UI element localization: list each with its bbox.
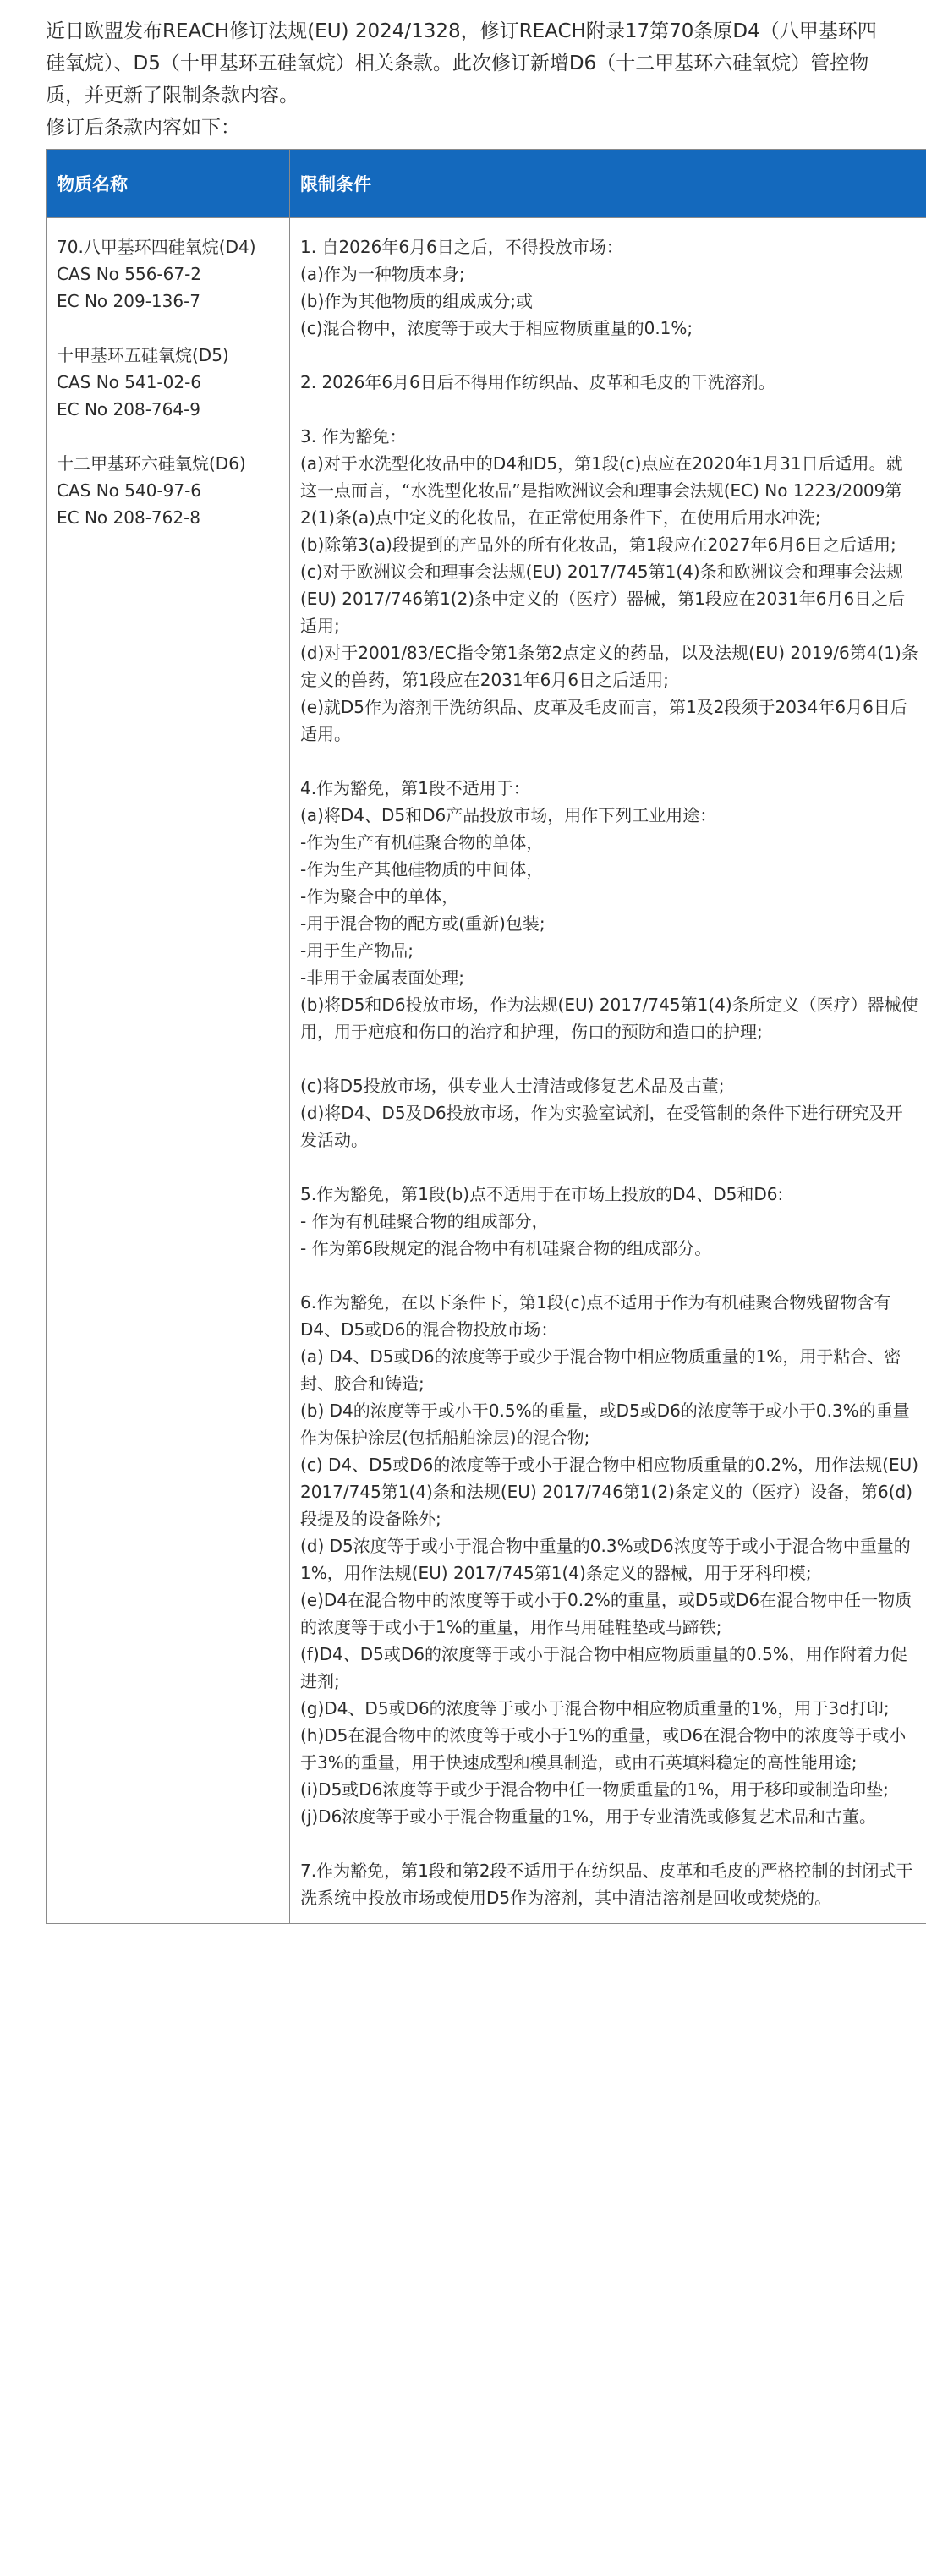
substance-line: EC No 208-764-9 [57, 399, 201, 419]
condition-line: (e)就D5作为溶剂干洗纺织品、皮革及毛皮而言，第1及2段须于2034年6月6日后适用。 [300, 697, 907, 744]
condition-line: 6.作为豁免，在以下条件下，第1段(c)点不适用于作为有机硅聚合物残留物含有D4、D5或D6的混合物投放市场： [300, 1292, 891, 1340]
substance-line: CAS No 540-97-6 [57, 480, 202, 501]
condition-line: -作为聚合中的单体， [300, 886, 459, 907]
condition-line: (c)对于欧洲议会和理事会法规(EU) 2017/745第1(4)条和欧洲议会和理事会法规(EU) 2017/746第1(2)条中定义的（医疗）器械，第1段应在2031年6月6日之后适用; [300, 562, 906, 636]
substance-cell [47, 218, 290, 1924]
conditions-cell [290, 218, 926, 1924]
condition-line: (c)混合物中，浓度等于或大于相应物质重量的0.1%; [300, 318, 693, 338]
table-row [47, 218, 926, 1924]
condition-line: -用于生产物品; [300, 940, 414, 961]
intro-lead: 修订后条款内容如下： [46, 117, 240, 139]
substance-line: CAS No 541-02-6 [57, 372, 202, 392]
condition-line: (b) D4的浓度等于或小于0.5%的重量，或D5或D6的浓度等于或小于0.3%的重量作为保护涂层(包括船舶涂层)的混合物; [300, 1400, 910, 1448]
condition-line: 1. 自2026年6月6日之后，不得投放市场： [300, 237, 623, 257]
substance-line: EC No 208-762-8 [57, 507, 201, 528]
condition-line: 4.作为豁免，第1段不适用于： [300, 778, 530, 798]
condition-line: (a)将D4、D5和D6产品投放市场，用作下列工业用途： [300, 805, 717, 825]
condition-line: (b)作为其他物质的组成成分;或 [300, 291, 534, 311]
condition-line: -作为生产其他硅物质的中间体， [300, 859, 544, 880]
condition-line: (a) D4、D5或D6的浓度等于或少于混合物中相应物质重量的1%，用于粘合、密封、胶合和铸造; [300, 1346, 901, 1394]
condition-line: (c)将D5投放市场，供专业人士清洁或修复艺术品及古董; [300, 1076, 725, 1096]
substance-line: CAS No 556-67-2 [57, 264, 202, 284]
substance-line: 70.八甲基环四硅氧烷(D4) [57, 237, 256, 257]
condition-line: 5.作为豁免，第1段(b)点不适用于在市场上投放的D4、D5和D6: [300, 1184, 784, 1204]
condition-line: (f)D4、D5或D6的浓度等于或小于混合物中相应物质重量的0.5%，用作附着力促进剂; [300, 1644, 907, 1691]
substance-entry [57, 450, 279, 531]
table-header-row [47, 150, 926, 218]
condition-line: (j)D6浓度等于或小于混合物重量的1%，用于专业清洗或修复艺术品和古董。 [300, 1806, 877, 1827]
substance-line: 十甲基环五硅氧烷(D5) [57, 345, 229, 365]
condition-line: - 作为有机硅聚合物的组成部分， [300, 1211, 549, 1231]
condition-line: (d)对于2001/83/EC指令第1条第2点定义的药品，以及法规(EU) 2019/6第4(1)条定义的兽药，第1段应在2031年6月6日之后适用; [300, 643, 918, 690]
header-substance-name: 物质名称 [47, 150, 290, 218]
condition-line: -用于混合物的配方或(重新)包装; [300, 913, 545, 934]
condition-line: (b)除第3(a)段提到的产品外的所有化妆品，第1段应在2027年6月6日之后适用; [300, 534, 896, 555]
condition-line: (d) D5浓度等于或小于混合物中重量的0.3%或D6浓度等于或小于混合物中重量的1%，用作法规(EU) 2017/745第1(4)条定义的器械，用于牙科印模; [300, 1536, 911, 1583]
restriction-table [46, 149, 926, 1924]
substance-line: 十二甲基环六硅氧烷(D6) [57, 453, 246, 474]
intro-section [46, 15, 887, 144]
header-restriction-conditions: 限制条件 [290, 150, 926, 218]
condition-line: (g)D4、D5或D6的浓度等于或小于混合物中相应物质重量的1%，用于3d打印; [300, 1698, 890, 1718]
condition-line: -作为生产有机硅聚合物的单体， [300, 832, 544, 852]
condition-line: -非用于金属表面处理; [300, 967, 464, 988]
condition-line: - 作为第6段规定的混合物中有机硅聚合物的组成部分。 [300, 1238, 712, 1258]
substance-entry [57, 342, 279, 423]
condition-line: (c) D4、D5或D6的浓度等于或小于混合物中相应物质重量的0.2%，用作法规(EU) 2017/745第1(4)条和法规(EU) 2017/746第1(2)条定义的（医疗）设备，第6(d)段提及的设备除外; [300, 1455, 919, 1529]
condition-line: (h)D5在混合物中的浓度等于或小于1%的重量，或D6在混合物中的浓度等于或小于3%的重量，用于快速成型和模具制造，或由石英填料稳定的高性能用途; [300, 1725, 907, 1773]
paragraph-gap [300, 1045, 919, 1072]
condition-line: (a)作为一种物质本身; [300, 264, 465, 284]
condition-line: (e)D4在混合物中的浓度等于或小于0.2%的重量，或D5或D6在混合物中任一物质的浓度等于或小于1%的重量，用作马用硅鞋垫或马蹄铁; [300, 1590, 912, 1637]
condition-line: (a)对于水洗型化妆品中的D4和D5，第1段(c)点应在2020年1月31日后适用。就这一点而言，“水洗型化妆品”是指欧洲议会和理事会法规(EC) No 1223/2009第2(1)条(a)点中定义的化妆品，在正常使用条件下，在使用后用水冲洗; [300, 453, 903, 528]
intro-paragraph: 近日欧盟发布REACH修订法规(EU) 2024/1328，修订REACH附录17第70条原D4（八甲基环四硅氧烷）、D5（十甲基环五硅氧烷）相关条款。此次修订新增D6（十二甲基环六硅氧烷）管控物质，并更新了限制条款内容。 [46, 20, 877, 107]
condition-line: (i)D5或D6浓度等于或少于混合物中任一物质重量的1%，用于移印或制造印垫; [300, 1779, 889, 1800]
condition-line: (b)将D5和D6投放市场，作为法规(EU) 2017/745第1(4)条所定义（医疗）器械使用，用于疤痕和伤口的治疗和护理，伤口的预防和造口的护理; [300, 995, 918, 1042]
condition-line: (d)将D4、D5及D6投放市场，作为实验室试剂，在受管制的条件下进行研究及开发活动。 [300, 1103, 903, 1150]
condition-line: 7.作为豁免，第1段和第2段不适用于在纺织品、皮革和毛皮的严格控制的封闭式干洗系统中投放市场或使用D5作为溶剂，其中清洁溶剂是回收或焚烧的。 [300, 1861, 913, 1908]
condition-line: 2. 2026年6月6日后不得用作纺织品、皮革和毛皮的干洗溶剂。 [300, 372, 775, 392]
condition-line: 3. 作为豁免： [300, 426, 407, 447]
substance-line: EC No 209-136-7 [57, 291, 201, 311]
substance-entry [57, 233, 279, 315]
